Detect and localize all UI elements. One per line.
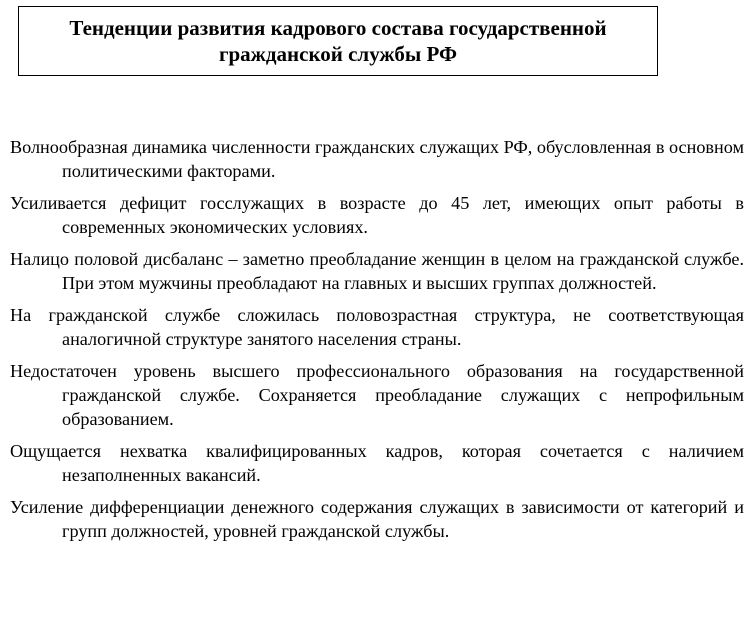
page-title-line-1: Тенденции развития кадрового состава государственной [69,16,607,40]
list-item: Ощущается нехватка квалифицированных кадров, которая сочетается с наличием незаполненных вакансий. [10,441,744,485]
list-item: Усиливается дефицит госслужащих в возрасте до 45 лет, имеющих опыт работы в современных экономических условиях. [10,193,744,237]
list-item: Налицо половой дисбаланс – заметно преобладание женщин в целом на гражданской службе. При этом мужчины преобладают на главных и высших группах должностей. [10,249,744,293]
list-item: Волнообразная динамика численности гражданских служащих РФ, обусловленная в основном политическими факторами. [10,137,744,181]
list-item: Недостаточен уровень высшего профессионального образования на государственной гражданской службе. Сохраняется преобладание служащих с непрофильным образованием. [10,361,744,429]
list-item: Усиление дифференциации денежного содержания служащих в зависимости от категорий и групп должностей, уровней гражданской службы. [10,497,744,541]
title-box [18,6,658,76]
page-title-line-2: гражданской службы РФ [218,42,458,66]
trends-list [10,135,744,551]
list-item: На гражданской службе сложилась половозрастная структура, не соответствующая аналогичной структуре занятого населения страны. [10,305,744,349]
